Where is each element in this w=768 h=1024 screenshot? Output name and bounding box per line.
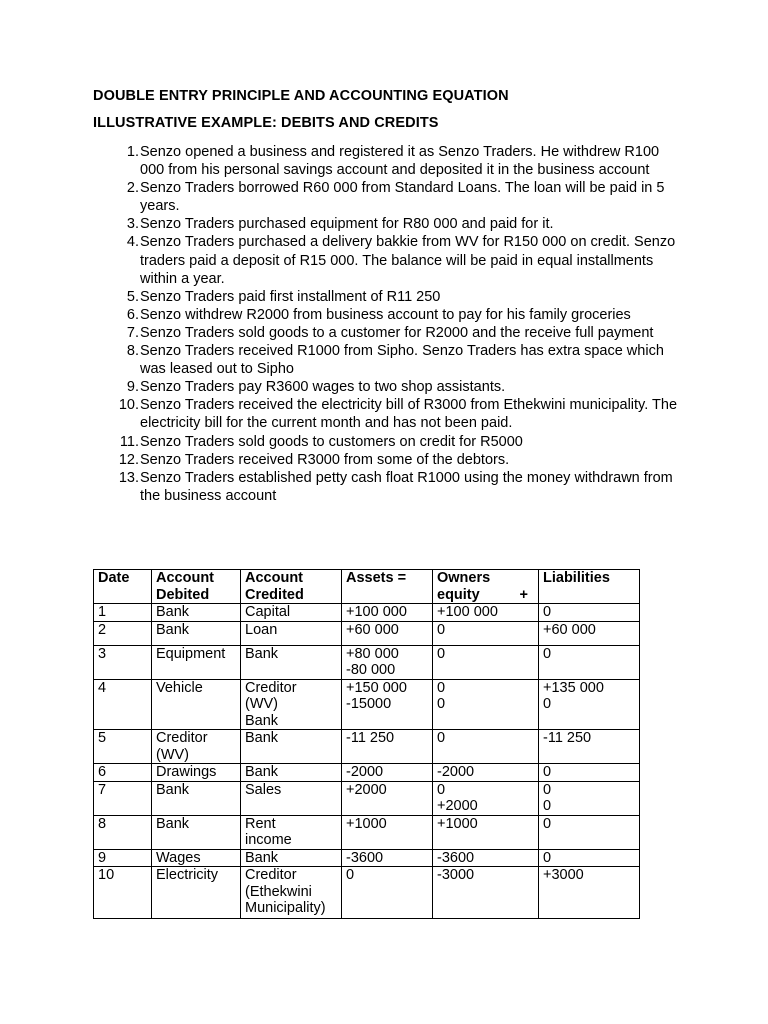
cell-date: 8	[94, 815, 152, 849]
cell-owners-equity: 0	[433, 621, 539, 645]
table-row	[94, 730, 640, 764]
document-title: DOUBLE ENTRY PRINCIPLE AND ACCOUNTING EQUATION	[93, 88, 509, 104]
list-item: 7. Senzo Traders sold goods to a customer for R2000 and the receive full payment	[126, 324, 654, 341]
cell-account-credited: Rent income	[241, 815, 342, 849]
cell-assets: +150 000 -15000	[342, 679, 433, 730]
cell-account-debited: Equipment	[152, 645, 241, 679]
cell-liabilities: 0 0	[539, 781, 640, 815]
header-date: Date	[94, 570, 152, 604]
cell-date: 2	[94, 621, 152, 645]
cell-owners-equity: +100 000	[433, 604, 539, 622]
list-item: 12. Senzo Traders received R3000 from some of the debtors.	[118, 451, 510, 468]
table-body	[94, 604, 640, 919]
cell-owners-equity: +1000	[433, 815, 539, 849]
cell-liabilities: +135 000 0	[539, 679, 640, 730]
cell-assets: +1000	[342, 815, 433, 849]
cell-assets: +60 000	[342, 621, 433, 645]
cell-account-credited: Bank	[241, 849, 342, 867]
list-item: 2. Senzo Traders borrowed R60 000 from Standard Loans. The loan will be paid in 5 years.	[126, 180, 665, 215]
cell-date: 9	[94, 849, 152, 867]
table-row	[94, 867, 640, 919]
cell-account-credited: Sales	[241, 781, 342, 815]
header-account-credited: Account Credited	[241, 570, 342, 604]
cell-date: 1	[94, 604, 152, 622]
cell-account-credited: Loan	[241, 621, 342, 645]
transactions-list	[93, 143, 683, 505]
cell-owners-equity: -3600	[433, 849, 539, 867]
header-assets: Assets =	[342, 570, 433, 604]
cell-account-credited: Bank	[241, 645, 342, 679]
cell-date: 7	[94, 781, 152, 815]
cell-assets: +100 000	[342, 604, 433, 622]
cell-date: 5	[94, 730, 152, 764]
cell-account-debited: Drawings	[152, 764, 241, 782]
cell-account-debited: Bank	[152, 781, 241, 815]
cell-liabilities: 0	[539, 764, 640, 782]
section-title: ILLUSTRATIVE EXAMPLE: DEBITS AND CREDITS	[93, 115, 439, 131]
cell-account-debited: Wages	[152, 849, 241, 867]
cell-account-credited: Bank	[241, 730, 342, 764]
table-row	[94, 621, 640, 645]
cell-owners-equity: -3000	[433, 867, 539, 919]
list-item: 8. Senzo Traders received R1000 from Sipho. Senzo Traders has extra space which was leased out to Sipho	[126, 343, 664, 378]
cell-assets: -11 250	[342, 730, 433, 764]
list-item: 9. Senzo Traders pay R3600 wages to two shop assistants.	[126, 379, 506, 396]
cell-date: 3	[94, 645, 152, 679]
cell-assets: -3600	[342, 849, 433, 867]
list-item: 1. Senzo opened a business and registered it as Senzo Traders. He withdrew R100 000 from his personal savings account and deposited it in the business account	[126, 144, 660, 179]
cell-owners-equity: 0	[433, 730, 539, 764]
cell-owners-equity: 0 +2000	[433, 781, 539, 815]
header-account-debited: Account Debited	[152, 570, 241, 604]
cell-assets: 0	[342, 867, 433, 919]
cell-owners-equity: -2000	[433, 764, 539, 782]
cell-assets: +2000	[342, 781, 433, 815]
cell-account-debited: Bank	[152, 604, 241, 622]
cell-account-credited: Bank	[241, 764, 342, 782]
list-item: 5. Senzo Traders paid first installment of R11 250	[126, 288, 441, 305]
list-item: 4. Senzo Traders purchased a delivery bakkie from WV for R150 000 on credit. Senzo traders paid a deposit of R15 000. The balance will be paid in equal installments within a year.	[126, 234, 676, 287]
table-row	[94, 679, 640, 730]
cell-liabilities: 0	[539, 604, 640, 622]
list-item: 13. Senzo Traders established petty cash float R1000 using the money withdrawn from the business account	[118, 469, 673, 504]
cell-date: 4	[94, 679, 152, 730]
table-row	[94, 604, 640, 622]
cell-assets: -2000	[342, 764, 433, 782]
table-row	[94, 764, 640, 782]
cell-liabilities: +60 000	[539, 621, 640, 645]
table-row	[94, 781, 640, 815]
header-owners-equity: Owners equity +	[433, 570, 539, 604]
list-item: 11. Senzo Traders sold goods to customers on credit for R5000	[119, 433, 523, 450]
list-item: 3. Senzo Traders purchased equipment for R80 000 and paid for it.	[126, 216, 554, 233]
cell-date: 10	[94, 867, 152, 919]
table-row	[94, 645, 640, 679]
cell-owners-equity: 0 0	[433, 679, 539, 730]
list-item: 10. Senzo Traders received the electricity bill of R3000 from Ethekwini municipality. The electricity bill for the current month and has not been paid.	[118, 397, 678, 432]
table-header-row	[94, 570, 640, 604]
cell-account-debited: Bank	[152, 621, 241, 645]
cell-account-credited: Capital	[241, 604, 342, 622]
cell-date: 6	[94, 764, 152, 782]
cell-account-credited: Creditor (WV) Bank	[241, 679, 342, 730]
cell-account-debited: Electricity	[152, 867, 241, 919]
cell-account-debited: Vehicle	[152, 679, 241, 730]
cell-assets: +80 000 -80 000	[342, 645, 433, 679]
header-liabilities: Liabilities	[539, 570, 640, 604]
cell-owners-equity: 0	[433, 645, 539, 679]
cell-liabilities: 0	[539, 815, 640, 849]
cell-account-debited: Bank	[152, 815, 241, 849]
table-row	[94, 849, 640, 867]
cell-liabilities: -11 250	[539, 730, 640, 764]
table-row	[94, 815, 640, 849]
cell-liabilities: 0	[539, 849, 640, 867]
cell-account-credited: Creditor (Ethekwini Municipality)	[241, 867, 342, 919]
cell-account-debited: Creditor (WV)	[152, 730, 241, 764]
accounting-table	[93, 569, 640, 919]
cell-liabilities: +3000	[539, 867, 640, 919]
list-item: 6. Senzo withdrew R2000 from business account to pay for his family groceries	[126, 306, 631, 323]
cell-liabilities: 0	[539, 645, 640, 679]
